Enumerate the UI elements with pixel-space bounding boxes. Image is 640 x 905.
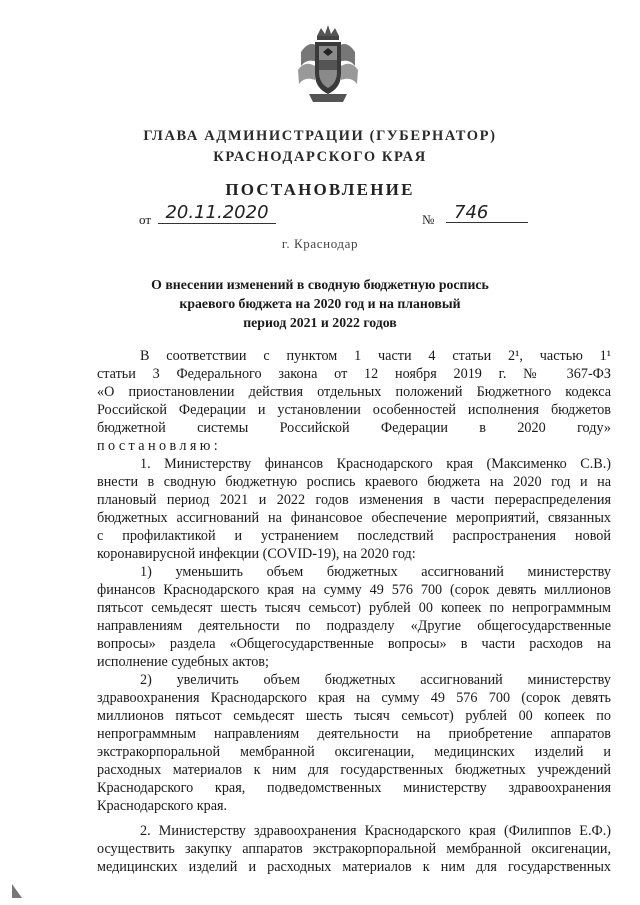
body-line: Краснодарского края.: [97, 798, 228, 814]
subject-line-2: краевого бюджета на 2020 год и на плановый: [179, 296, 461, 311]
body-line: расходных материалов к ним для государственных бюджетных учреждений: [97, 762, 611, 778]
scan-mark-icon: [10, 882, 24, 900]
body-line: финансов Краснодарского края на сумму 49 576 700 (сорок девять миллионов: [97, 582, 611, 598]
body-line: 1. Министерству финансов Краснодарского края (Максименко С.В.): [140, 456, 611, 472]
authority-title-line-2: КРАСНОДАРСКОГО КРАЯ: [213, 149, 427, 165]
date-value: 20.11.2020: [158, 203, 276, 224]
body-line: внести в сводную бюджетную роспись краевого бюджета на 2020 год и на: [97, 474, 611, 490]
body-line: экстракорпоральной мембранной оксигенации, медицинских изделий и: [97, 744, 611, 760]
body-line: с профилактикой и устранением последствий распространения новой: [97, 528, 611, 544]
body-line: пятьсот семьдесят шесть тысяч семьсот) рублей 00 копеек по непрограммным: [97, 600, 611, 616]
coat-of-arms-emblem: [295, 22, 361, 106]
authority-title-line-1: ГЛАВА АДМИНИСТРАЦИИ (ГУБЕРНАТОР): [143, 128, 497, 144]
body-line: плановый период 2021 и 2022 годов изменения в части перераспределения: [97, 492, 611, 508]
body-line: здравоохранения Краснодарского края на сумму 49 576 700 (сорок девять: [97, 690, 611, 706]
body-line: бюджетной системы Российской Федерации в 2020 году»: [97, 420, 611, 436]
body-line: коронавирусной инфекции (COVID-19), на 2020 год:: [97, 546, 416, 562]
body-line: направлениям деятельности по подразделу «Другие общегосударственные: [97, 618, 611, 634]
body-line: медицинских изделий и расходных материалов к ним для государственных: [97, 859, 611, 875]
body-line: непрограммным направлениям деятельности на приобретение аппаратов: [97, 726, 611, 742]
number-label: №: [422, 212, 435, 227]
body-line: 2) увеличить объем бюджетных ассигнований министерству: [140, 672, 611, 688]
city-label: г. Краснодар: [281, 236, 359, 251]
body-line: бюджетных ассигнований на финансовое обеспечение мероприятий, связанных: [97, 510, 611, 526]
body-line: 1) уменьшить объем бюджетных ассигнований министерству: [140, 564, 611, 580]
body-line: миллионов пятьсот семьдесят шесть тысяч семьсот) рублей 00 копеек по: [97, 708, 611, 724]
body-line: 2. Министерству здравоохранения Краснодарского края (Филиппов Е.Ф.): [140, 823, 611, 839]
body-line: Российской Федерации и установлении особенностей исполнения бюджетов: [97, 402, 611, 418]
subject-line-1: О внесении изменений в сводную бюджетную роспись: [151, 277, 489, 292]
body-line: постановляю:: [97, 438, 222, 454]
body-line: осуществить закупку аппаратов экстракорпоральной мембранной оксигенации,: [97, 841, 611, 857]
date-label: от: [139, 212, 152, 227]
body-line: «О приостановлении действия отдельных положений Бюджетного кодекса: [97, 384, 611, 400]
body-line: Краснодарского края, подведомственных министерству здравоохранения: [97, 780, 611, 796]
subject-line-3: период 2021 и 2022 годов: [243, 315, 397, 330]
body-line: вопросы» раздела «Общегосударственные вопросы» в части расходов на: [97, 636, 611, 652]
body-line: исполнение судебных актов;: [97, 654, 269, 670]
body-line: статьи 3 Федерального закона от 12 ноября 2019 г. № 367-ФЗ: [97, 366, 611, 382]
body-line: В соответствии с пунктом 1 части 4 статьи 2¹, частью 1¹: [140, 348, 611, 364]
number-value: 746: [446, 203, 528, 223]
document-type-heading: ПОСТАНОВЛЕНИЕ: [225, 180, 415, 199]
